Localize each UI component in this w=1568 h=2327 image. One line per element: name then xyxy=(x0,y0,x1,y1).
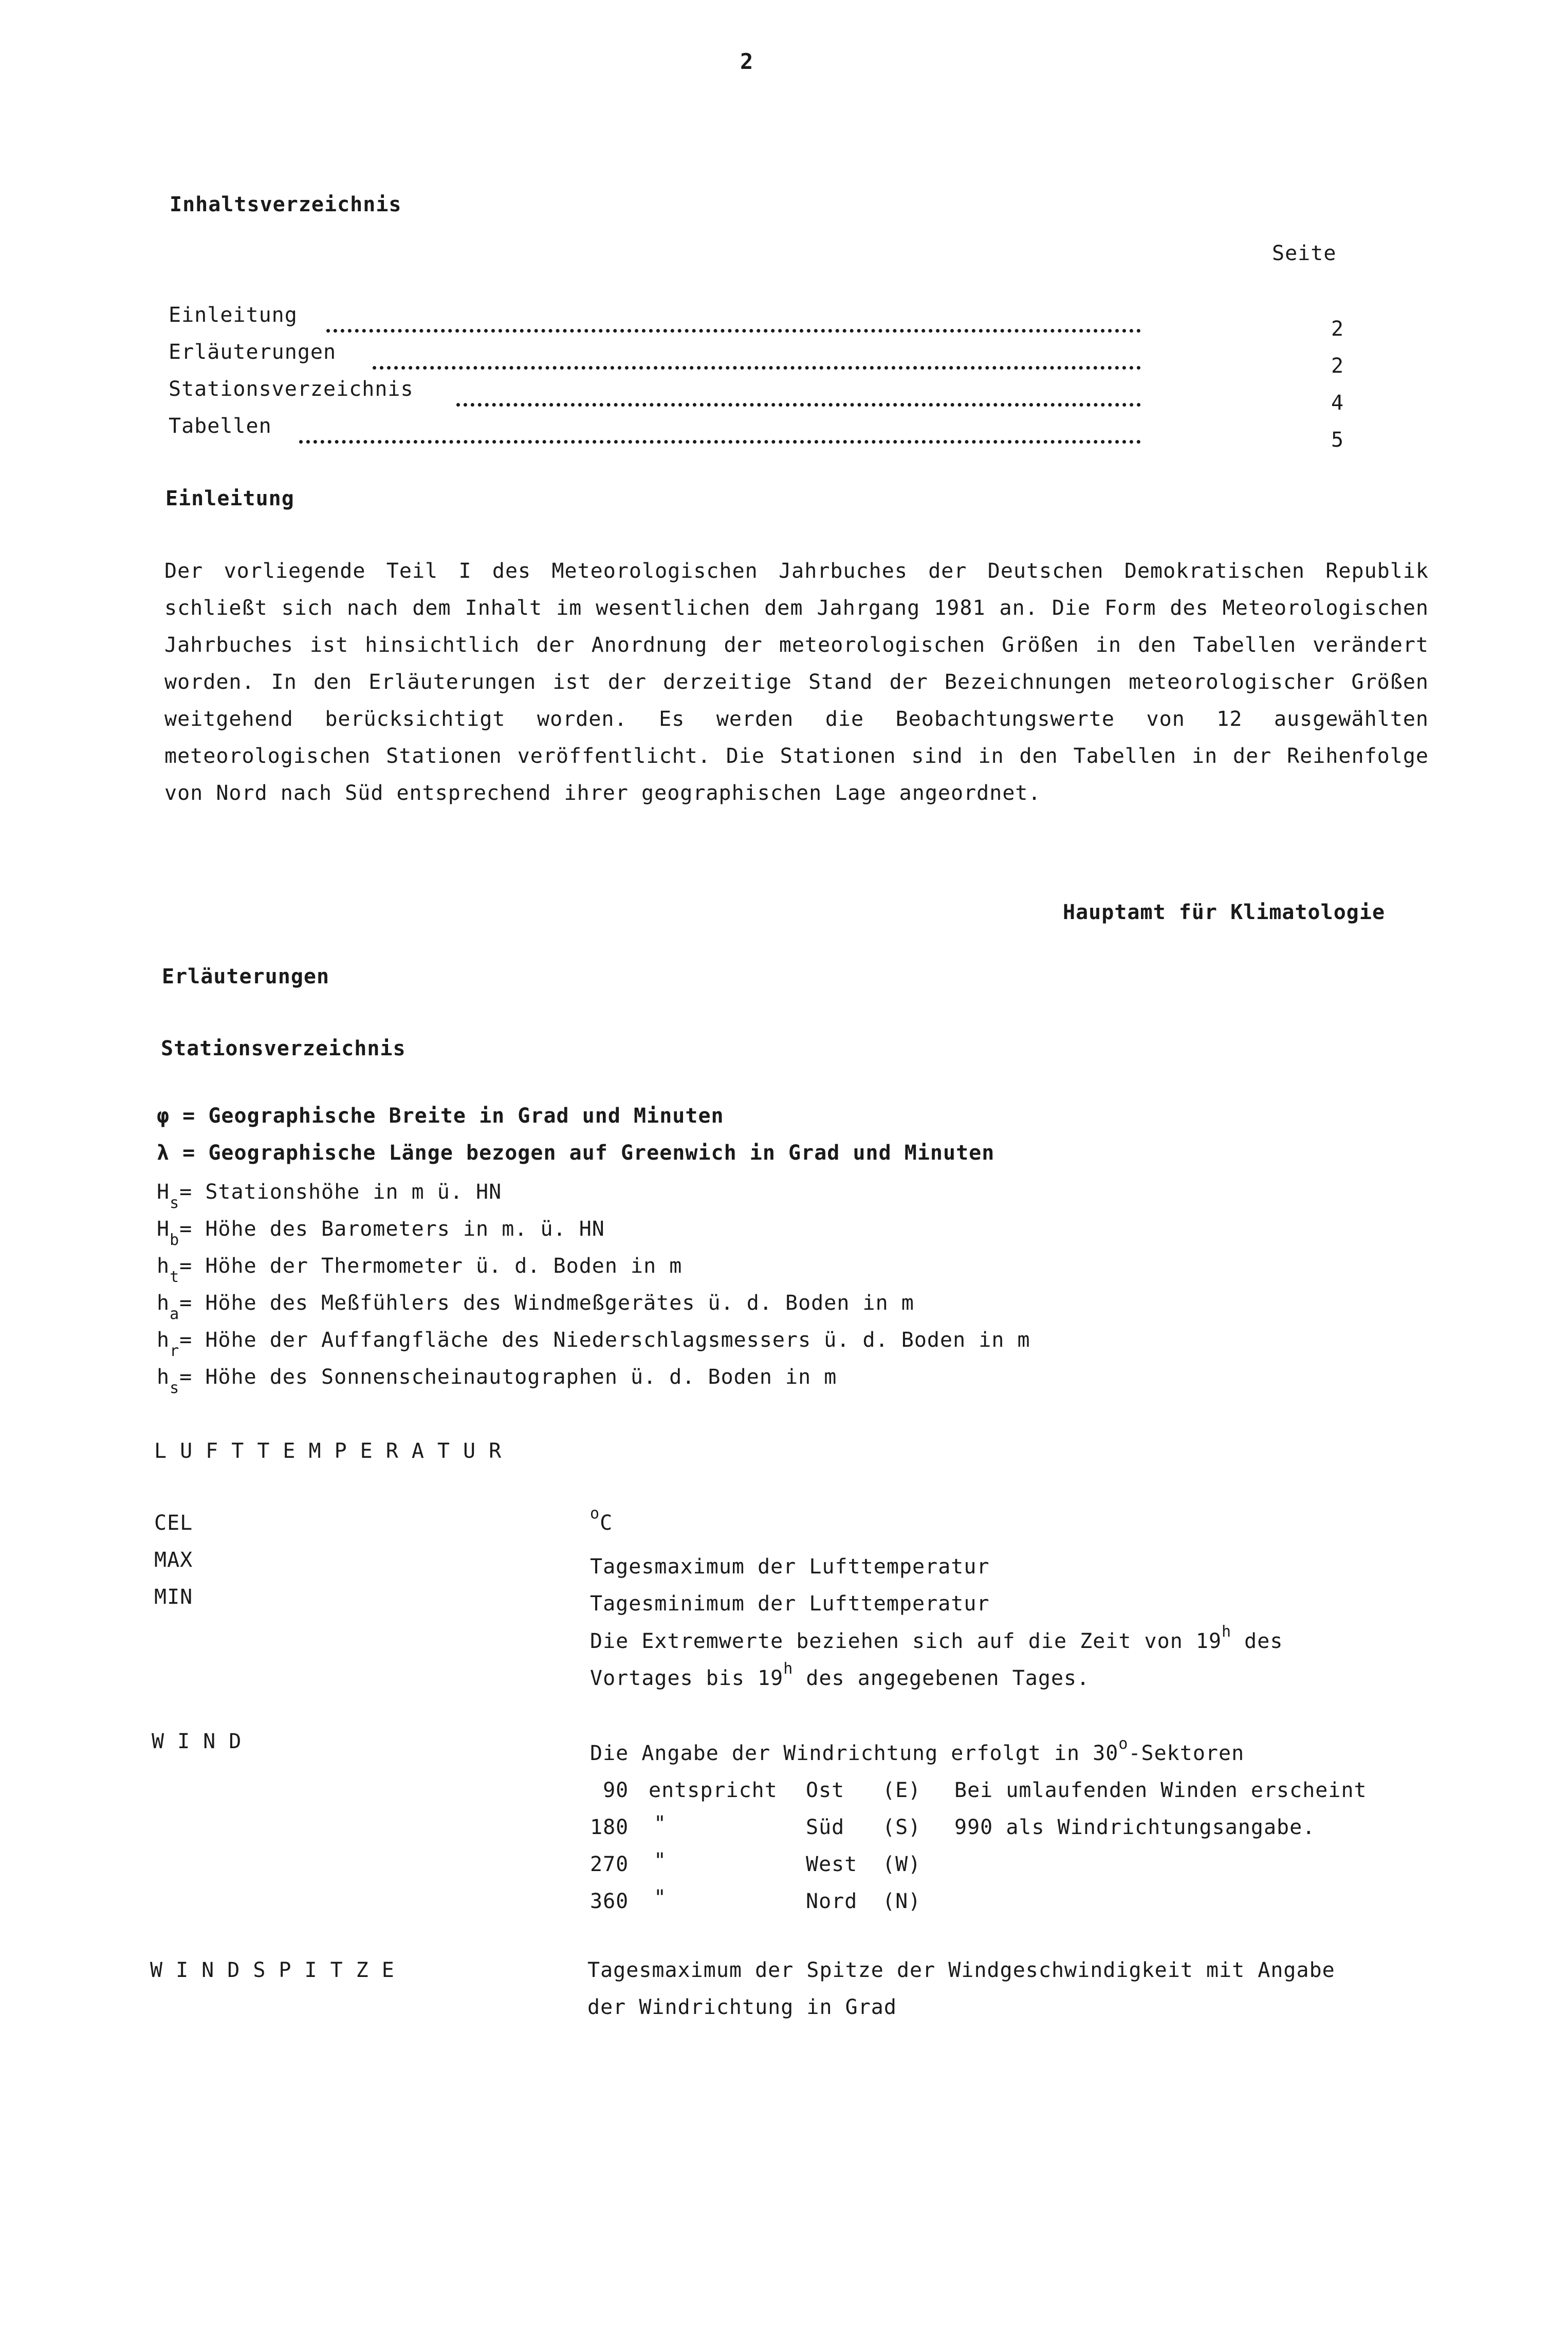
wind-value: 180 xyxy=(590,1816,629,1839)
toc-title: Inhaltsverzeichnis xyxy=(170,193,402,216)
einleitung-signature: Hauptamt für Klimatologie xyxy=(1063,901,1386,924)
definition-row xyxy=(157,1180,502,1212)
wind-intro: Die Angabe der Windrichtung erfolgt in 30$^o$-Sektoren xyxy=(590,1735,1245,1765)
page-number: 2 xyxy=(740,49,753,74)
toc-entry-page: 4 xyxy=(1331,391,1344,415)
degree-superscript: o xyxy=(590,1505,600,1523)
toc-entry-label: Tabellen xyxy=(169,414,272,438)
wind-direction-name: Nord xyxy=(806,1890,858,1913)
definition-text: = Geographische Breite in Grad und Minuten xyxy=(170,1104,724,1128)
wind-direction-abbr: (S) xyxy=(882,1816,921,1839)
definition-symbol: φ xyxy=(157,1104,170,1128)
definition-symbol: H xyxy=(157,1217,170,1241)
stationsverzeichnis-heading: Stationsverzeichnis xyxy=(161,1037,406,1060)
wind-direction-abbr: (E) xyxy=(882,1779,921,1802)
toc-entry-label: Einleitung xyxy=(169,303,298,327)
wind-note-line: 990 als Windrichtungsangabe. xyxy=(954,1816,1316,1839)
lufttemperatur-note-line: Vortages bis 19$^h$ des angegebenen Tages. xyxy=(590,1660,1090,1690)
definition-row xyxy=(157,1104,724,1128)
definition-text: = Höhe des Barometers in m. ü. HN xyxy=(179,1217,605,1241)
windspitze-desc-line: Tagesmaximum der Spitze der Windgeschwindigkeit mit Angabe xyxy=(587,1958,1335,1982)
definition-row xyxy=(157,1291,914,1323)
definition-symbol: λ xyxy=(157,1141,170,1165)
definition-text: = Höhe des Meßfühlers des Windmeßgerätes ü. d. Boden in m xyxy=(179,1291,914,1315)
wind-value: 90 xyxy=(590,1779,629,1802)
erlaeuterungen-heading: Erläuterungen xyxy=(162,965,330,988)
lufttemperatur-code: MAX xyxy=(154,1548,193,1572)
lufttemperatur-desc: Tagesmaximum der Lufttemperatur xyxy=(590,1555,990,1579)
toc-entry-page: 5 xyxy=(1331,428,1344,452)
toc-leader xyxy=(299,419,1141,444)
definition-symbol: h xyxy=(157,1291,170,1315)
definition-row xyxy=(157,1254,682,1286)
toc-leader xyxy=(326,308,1141,333)
definition-symbol: H xyxy=(157,1180,170,1204)
wind-direction-name: Ost xyxy=(806,1779,845,1802)
definition-subscript: r xyxy=(170,1342,180,1360)
unit-text: C xyxy=(600,1511,613,1535)
wind-mark: entspricht xyxy=(649,1779,778,1802)
wind-note-line: Bei umlaufenden Winden erscheint xyxy=(954,1779,1367,1802)
windspitze-heading: WINDSPITZE xyxy=(150,1958,408,1982)
lufttemperatur-code: CEL xyxy=(154,1511,193,1535)
toc-entry-page: 2 xyxy=(1331,317,1344,341)
definition-text: = Höhe der Auffangfläche des Niederschlagsmessers ü. d. Boden in m xyxy=(179,1328,1030,1352)
definition-subscript: s xyxy=(170,1194,180,1212)
definition-row xyxy=(157,1141,994,1165)
toc-leader xyxy=(373,345,1141,370)
wind-value: 360 xyxy=(590,1890,629,1913)
definition-text: = Stationshöhe in m ü. HN xyxy=(179,1180,502,1204)
lufttemperatur-heading: LUFTTEMPERATUR xyxy=(154,1439,515,1463)
wind-direction-abbr: (W) xyxy=(882,1853,921,1876)
lufttemperatur-code: MIN xyxy=(154,1585,193,1609)
einleitung-heading: Einleitung xyxy=(165,487,294,510)
toc-entry-page: 2 xyxy=(1331,354,1344,378)
definition-row xyxy=(157,1328,1030,1360)
einleitung-paragraph: Der vorliegende Teil I des Meteorologischen Jahrbuches der Deutschen Demokratischen Republik schließt sich nach dem Inhalt im wesentlichen dem Jahrgang 1981 an. Die Form des Meteorologischen Jahrbuches ist hinsichtlich der Anordnung der meteorologischen Größen in den Tabellen verändert worden. In den Erläuterungen ist der derzeitige Stand der Bezeichnungen meteorologischer Größen weitgehend berücksichtigt worden. Es werden die Beobachtungswerte von 12 ausgewählten meteorologischen Stationen veröffentlicht. Die Stationen sind in den Tabellen in der Reihenfolge von Nord nach Süd entsprechend ihrer geographischen Lage angeordnet. xyxy=(164,559,1429,805)
definition-subscript: a xyxy=(170,1305,180,1323)
definition-text: = Geographische Länge bezogen auf Greenwich in Grad und Minuten xyxy=(170,1141,995,1165)
definition-subscript: b xyxy=(170,1231,180,1249)
toc-seite-label: Seite xyxy=(1272,242,1337,265)
toc-entry-label: Stationsverzeichnis xyxy=(169,377,414,401)
lufttemperatur-desc: Tagesminimum der Lufttemperatur xyxy=(590,1592,990,1616)
wind-mark: " xyxy=(654,1849,667,1873)
wind-heading: WIND xyxy=(152,1730,255,1753)
definition-text: = Höhe der Thermometer ü. d. Boden in m xyxy=(179,1254,682,1278)
toc-entry-label: Erläuterungen xyxy=(169,340,337,364)
definition-row xyxy=(157,1217,605,1249)
wind-mark: " xyxy=(654,1812,667,1836)
definition-row xyxy=(157,1365,837,1397)
wind-direction-abbr: (N) xyxy=(882,1890,921,1913)
definition-subscript: t xyxy=(170,1268,180,1286)
definition-subscript: s xyxy=(170,1379,180,1397)
wind-direction-name: Süd xyxy=(806,1816,845,1839)
lufttemperatur-desc xyxy=(590,1505,613,1535)
definition-text: = Höhe des Sonnenscheinautographen ü. d. Boden in m xyxy=(179,1365,837,1389)
definition-symbol: h xyxy=(157,1365,170,1389)
lufttemperatur-note-line: Die Extremwerte beziehen sich auf die Zeit von 19$^h$ des xyxy=(590,1623,1283,1653)
definition-symbol: h xyxy=(157,1328,170,1352)
toc-leader xyxy=(456,382,1141,407)
wind-direction-name: West xyxy=(806,1853,858,1876)
definition-symbol: h xyxy=(157,1254,170,1278)
windspitze-desc-line: der Windrichtung in Grad xyxy=(587,1995,897,2019)
wind-value: 270 xyxy=(590,1853,629,1876)
wind-mark: " xyxy=(654,1886,667,1910)
